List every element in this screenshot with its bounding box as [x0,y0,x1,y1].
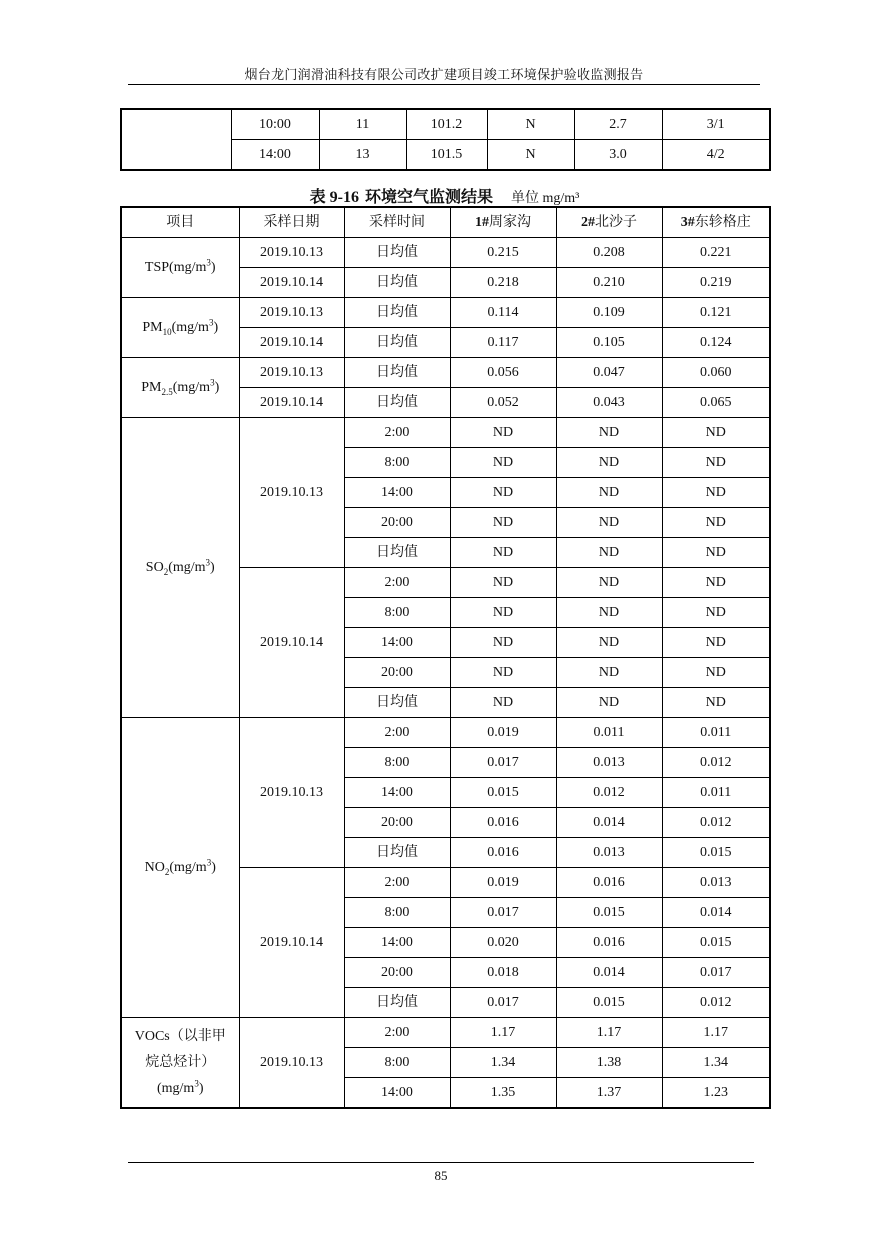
time-cell: 10:00 [231,109,319,140]
date-cell: 2019.10.14 [239,268,344,298]
param-pm10: $PM_{10}(mg/m^3)$ [121,298,239,358]
value-cell: ND [556,418,662,448]
value-cell: 3/1 [662,109,770,140]
value-cell: ND [556,448,662,478]
value-cell: 2.7 [574,109,662,140]
value-cell: 0.215 [450,238,556,268]
value-cell: 0.013 [662,868,770,898]
column-header-site2 [556,207,662,238]
value-cell: 0.015 [662,838,770,868]
column-header-date: 采样日期 [239,207,344,238]
date-cell: 2019.10.13 [239,298,344,328]
value-cell: 0.105 [556,328,662,358]
time-cell: 14:00 [344,478,450,508]
page-number: 85 [434,1168,448,1183]
value-cell: 0.020 [450,928,556,958]
site2-name: 北沙子 [595,214,637,230]
param-vocs: VOCs（以非甲 烷总烃计） $(mg/m^3)$ [121,1018,239,1109]
empty-cell [121,109,231,170]
value-cell: ND [556,598,662,628]
value-cell: ND [556,658,662,688]
value-cell: ND [450,418,556,448]
value-cell: 0.052 [450,388,556,418]
time-cell: 日均值 [344,388,450,418]
value-cell: 1.37 [556,1078,662,1109]
value-cell: ND [450,688,556,718]
value-cell: ND [450,628,556,658]
time-cell: 8:00 [344,748,450,778]
table-row [121,358,770,388]
table-row [121,418,770,448]
value-cell: 0.016 [556,928,662,958]
value-cell: N [487,109,574,140]
value-cell: ND [450,508,556,538]
table-header-row [121,207,770,238]
value-cell: ND [662,448,770,478]
table-row [121,718,770,748]
time-cell: 8:00 [344,1048,450,1078]
date-cell: 2019.10.13 [239,238,344,268]
value-cell: 0.124 [662,328,770,358]
time-cell: 14:00 [231,140,319,171]
time-cell: 日均值 [344,268,450,298]
value-cell: 0.219 [662,268,770,298]
value-cell: 0.016 [450,808,556,838]
table-row [121,298,770,328]
value-cell: 0.014 [556,958,662,988]
param-tsp: $TSP(mg/m^3)$ [121,238,239,298]
value-cell: 0.013 [556,748,662,778]
value-cell: 0.018 [450,958,556,988]
value-cell: ND [662,538,770,568]
value-cell: ND [662,568,770,598]
site1-number: 1# [475,214,489,230]
table-row [121,109,770,140]
time-cell: 日均值 [344,988,450,1018]
value-cell: 0.015 [556,898,662,928]
value-cell: 11 [319,109,406,140]
value-cell: N [487,140,574,171]
time-cell: 14:00 [344,778,450,808]
param-pm25: $PM_{2.5}(mg/m^3)$ [121,358,239,418]
value-cell: 1.23 [662,1078,770,1109]
time-cell: 日均值 [344,838,450,868]
caption-title: 环境空气监测结果 [364,189,493,206]
value-cell: ND [450,568,556,598]
value-cell: ND [450,598,556,628]
time-cell: 日均值 [344,298,450,328]
value-cell: 0.012 [556,778,662,808]
value-cell: 0.221 [662,238,770,268]
date-cell: 2019.10.13 [239,1018,344,1109]
value-cell: ND [556,628,662,658]
value-cell: 1.17 [662,1018,770,1048]
site2-number: 2# [581,214,595,230]
value-cell: ND [450,448,556,478]
time-cell: 2:00 [344,568,450,598]
value-cell: 0.017 [662,958,770,988]
value-cell: 0.014 [556,808,662,838]
value-cell: 0.015 [556,988,662,1018]
value-cell: 0.017 [450,988,556,1018]
value-cell: 0.060 [662,358,770,388]
value-cell: 1.38 [556,1048,662,1078]
value-cell: 0.208 [556,238,662,268]
value-cell: ND [662,418,770,448]
value-cell: 0.012 [662,808,770,838]
value-cell: 0.056 [450,358,556,388]
time-cell: 8:00 [344,448,450,478]
value-cell: ND [662,658,770,688]
time-cell: 日均值 [344,358,450,388]
footer-rule [128,1162,754,1163]
continued-table [120,108,771,171]
site3-number: 3# [680,214,695,230]
value-cell: 0.017 [450,898,556,928]
value-cell: 1.17 [450,1018,556,1048]
value-cell: 0.210 [556,268,662,298]
value-cell: 0.014 [662,898,770,928]
time-cell: 20:00 [344,808,450,838]
value-cell: 0.117 [450,328,556,358]
air-quality-table [120,206,771,1109]
value-cell: 0.013 [556,838,662,868]
value-cell: ND [450,538,556,568]
value-cell: 0.114 [450,298,556,328]
param-so2: $SO_2(mg/m^3)$ [121,418,239,718]
value-cell: 0.019 [450,868,556,898]
value-cell: 0.011 [662,778,770,808]
value-cell: ND [556,508,662,538]
value-cell: 0.109 [556,298,662,328]
value-cell: 1.17 [556,1018,662,1048]
value-cell: 0.011 [662,718,770,748]
value-cell: 3.0 [574,140,662,171]
time-cell: 日均值 [344,688,450,718]
value-cell: 0.047 [556,358,662,388]
table-row [121,238,770,268]
time-cell: 8:00 [344,898,450,928]
value-cell: 0.015 [450,778,556,808]
time-cell: 2:00 [344,718,450,748]
value-cell: ND [662,508,770,538]
table-caption [120,184,769,207]
time-cell: 2:00 [344,418,450,448]
date-cell: 2019.10.14 [239,568,344,718]
value-cell: 101.2 [406,109,487,140]
time-cell: 日均值 [344,328,450,358]
table-row [121,1018,770,1048]
value-cell: 0.012 [662,748,770,778]
date-cell: 2019.10.14 [239,328,344,358]
value-cell: ND [556,688,662,718]
value-cell: 0.218 [450,268,556,298]
time-cell: 20:00 [344,508,450,538]
value-cell: ND [556,538,662,568]
date-cell: 2019.10.13 [239,718,344,868]
value-cell: ND [450,478,556,508]
value-cell: ND [662,688,770,718]
column-header-site3 [662,207,770,238]
time-cell: 日均值 [344,538,450,568]
column-header-time: 采样时间 [344,207,450,238]
time-cell: 20:00 [344,958,450,988]
value-cell: 0.121 [662,298,770,328]
value-cell: 1.35 [450,1078,556,1109]
time-cell: 8:00 [344,598,450,628]
value-cell: 4/2 [662,140,770,171]
date-cell: 2019.10.13 [239,418,344,568]
date-cell: 2019.10.14 [239,388,344,418]
value-cell: ND [662,598,770,628]
site1-name: 周家沟 [489,214,531,230]
value-cell: 0.012 [662,988,770,1018]
value-cell: ND [450,658,556,688]
time-cell: 14:00 [344,1078,450,1109]
value-cell: ND [556,568,662,598]
time-cell: 20:00 [344,658,450,688]
time-cell: 日均值 [344,238,450,268]
value-cell: 0.065 [662,388,770,418]
value-cell: 0.011 [556,718,662,748]
param-no2: $NO_2(mg/m^3)$ [121,718,239,1018]
value-cell: 0.016 [450,838,556,868]
page-header: 烟台龙门润滑油科技有限公司改扩建项目竣工环境保护验收监测报告 [244,67,644,82]
value-cell: 101.5 [406,140,487,171]
time-cell: 2:00 [344,1018,450,1048]
date-cell: 2019.10.13 [239,358,344,388]
value-cell: 0.015 [662,928,770,958]
date-cell: 2019.10.14 [239,868,344,1018]
value-cell: ND [662,478,770,508]
value-cell: 0.019 [450,718,556,748]
time-cell: 14:00 [344,928,450,958]
value-cell: 1.34 [662,1048,770,1078]
column-header-site1 [450,207,556,238]
caption-number: 表 9-16 [309,189,359,206]
value-cell: 1.34 [450,1048,556,1078]
value-cell: ND [662,628,770,658]
value-cell: ND [556,478,662,508]
value-cell: 0.017 [450,748,556,778]
column-header-item: 项目 [121,207,239,238]
value-cell: 13 [319,140,406,171]
caption-unit: 单位 mg/m³ [510,191,580,206]
time-cell: 2:00 [344,868,450,898]
value-cell: 0.043 [556,388,662,418]
time-cell: 14:00 [344,628,450,658]
value-cell: 0.016 [556,868,662,898]
header-rule [128,84,760,85]
site3-name: 东轸格庄 [694,214,751,230]
